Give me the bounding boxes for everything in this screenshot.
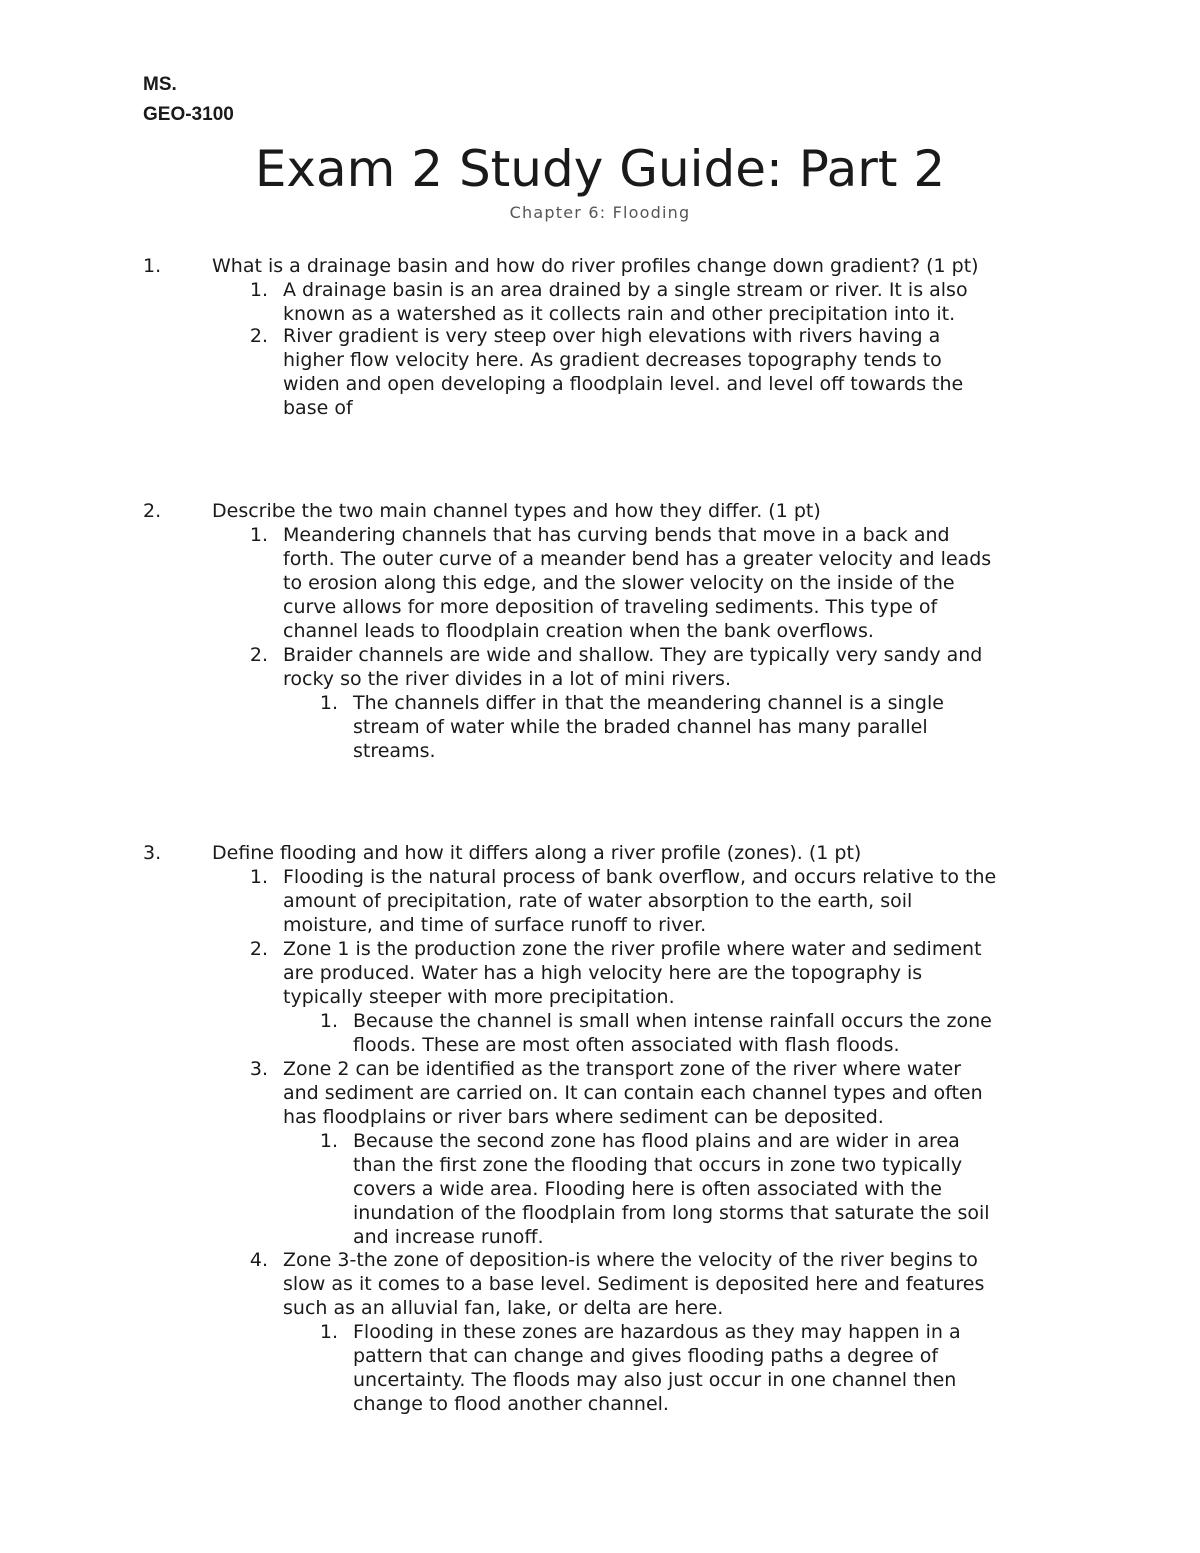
answer-text: Zone 3-the zone of deposition-is where the velocity of the river begins to slow as it comes to a base level. Sediment is deposited here and features such as an alluvial fan, lake, or delta are here. [283,1249,985,1319]
answer-text: Flooding is the natural process of bank overflow, and occurs relative to the amount of precipitation, rate of water absorption to the earth, soil moisture, and time of surface runoff to river. [283,866,997,936]
answer-number: 1. [319,1321,338,1343]
answer-text: Braider channels are wide and shallow. They are typically very sandy and rocky so the river divides in a lot of mini rivers. [283,644,983,690]
answer-number: 1. [249,866,268,888]
answer-text: The channels differ in that the meandering channel is a single stream of water while the braded channel has many parallel streams. [353,692,944,762]
answer-number: 1. [319,1010,338,1032]
header-name: MS. [143,74,177,95]
answer-text: Zone 1 is the production zone the river profile where water and sediment are produced. Water has a high velocity here are the topography is typically steeper with more precipitation. [283,938,982,1008]
answer-number: 1. [249,524,268,546]
answer-number: 3. [249,1058,268,1080]
answer-number: 2. [249,938,268,960]
answer-number: 1. [319,692,338,714]
question-number: 2. [143,500,162,522]
question-text: Describe the two main channel types and how they differ. (1 pt) [212,500,821,522]
answer-text: Meandering channels that has curving bends that move in a back and forth. The outer curve of a meander bend has a greater velocity and leads to erosion along this edge, and the slower velocity on the inside of the curve allows for more deposition of traveling sediments. This type of channel leads to floodplain creation when the bank overflows. [283,524,992,642]
question-text: Define flooding and how it differs along a river profile (zones). (1 pt) [212,842,862,864]
answer-text: Because the channel is small when intense rainfall occurs the zone floods. These are most often associated with flash floods. [353,1010,992,1056]
page-title: Exam 2 Study Guide: Part 2 [254,140,946,198]
answer-number: 4. [249,1249,268,1271]
question-number: 1. [143,255,162,277]
answer-number: 2. [249,325,268,347]
question-text: What is a drainage basin and how do river profiles change down gradient? (1 pt) [212,255,979,277]
answer-text: A drainage basin is an area drained by a single stream or river. It is also known as a watershed as it collects rain and other precipitation into it. [283,279,968,325]
answer-text: Zone 2 can be identified as the transport zone of the river where water and sediment are carried on. It can contain each channel types and often has floodplains or river bars where sediment can be deposited. [283,1058,983,1128]
page-subtitle: Chapter 6: Flooding [509,203,691,222]
answer-text: Flooding in these zones are hazardous as they may happen in a pattern that can change and gives flooding paths a degree of uncertainty. The floods may also just occur in one channel then change to flood another channel. [353,1321,961,1415]
answer-number: 1. [319,1130,338,1152]
answer-text: Because the second zone has flood plains and are wider in area than the first zone the flooding that occurs in zone two typically covers a wide area. Flooding here is often associated with the inundation of the floodplain from long storms that saturate the soil and increase runoff. [353,1130,990,1248]
answer-number: 1. [249,279,268,301]
question-number: 3. [143,842,162,864]
answer-number: 2. [249,644,268,666]
header-course: GEO-3100 [143,104,234,125]
answer-text: River gradient is very steep over high elevations with rivers having a higher flow velocity here. As gradient decreases topography tends to widen and open developing a floodplain level. and level off towards the base of [283,325,964,419]
